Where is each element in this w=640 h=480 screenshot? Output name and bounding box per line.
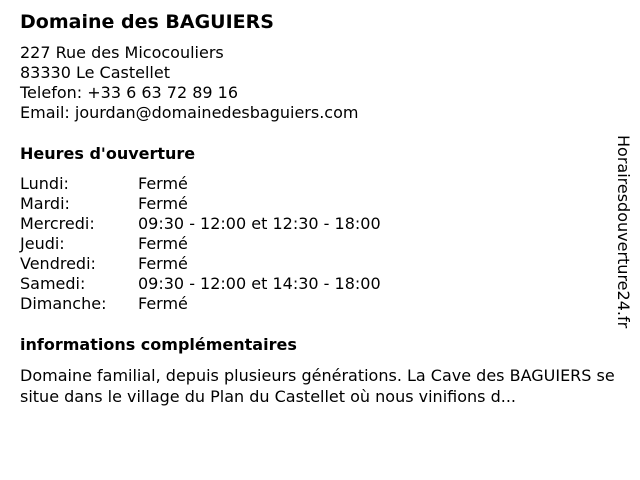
hours-row-tuesday <box>20 194 610 214</box>
hours-row-monday <box>20 174 610 194</box>
hours-row-sunday <box>20 294 610 314</box>
hours-row-saturday <box>20 274 610 294</box>
day-hours: Fermé <box>138 234 188 253</box>
hours-row-friday <box>20 254 610 274</box>
business-card <box>20 10 615 407</box>
email-address: Email: jourdan@domainedesbaguiers.com <box>20 103 359 122</box>
day-hours: Fermé <box>138 294 188 313</box>
day-label: Lundi: <box>20 174 69 193</box>
day-label: Jeudi: <box>20 234 65 253</box>
day-hours: 09:30 - 12:00 et 12:30 - 18:00 <box>138 214 381 233</box>
day-label: Mercredi: <box>20 214 95 233</box>
day-label: Vendredi: <box>20 254 96 273</box>
hours-row-wednesday <box>20 214 610 234</box>
day-hours: Fermé <box>138 254 188 273</box>
additional-info-text: Domaine familial, depuis plusieurs générations. La Cave des BAGUIERS se situe dans le village du Plan du Castellet où nous vinifions d... <box>20 366 615 406</box>
address-street: 227 Rue des Micocouliers <box>20 43 224 62</box>
day-hours: Fermé <box>138 174 188 193</box>
day-label: Samedi: <box>20 274 86 293</box>
day-hours: Fermé <box>138 194 188 213</box>
additional-info-heading: informations complémentaires <box>20 335 297 354</box>
day-hours: 09:30 - 12:00 et 14:30 - 18:00 <box>138 274 381 293</box>
business-name: Domaine des BAGUIERS <box>20 11 274 33</box>
opening-hours-heading: Heures d'ouverture <box>20 144 196 163</box>
address-city: 83330 Le Castellet <box>20 63 170 82</box>
day-label: Mardi: <box>20 194 70 213</box>
phone-number: Telefon: +33 6 63 72 89 16 <box>20 83 239 102</box>
site-watermark: Horairesdouverture24.fr <box>614 135 633 329</box>
day-label: Dimanche: <box>20 294 107 313</box>
hours-row-thursday <box>20 234 610 254</box>
opening-hours-table <box>20 174 610 314</box>
